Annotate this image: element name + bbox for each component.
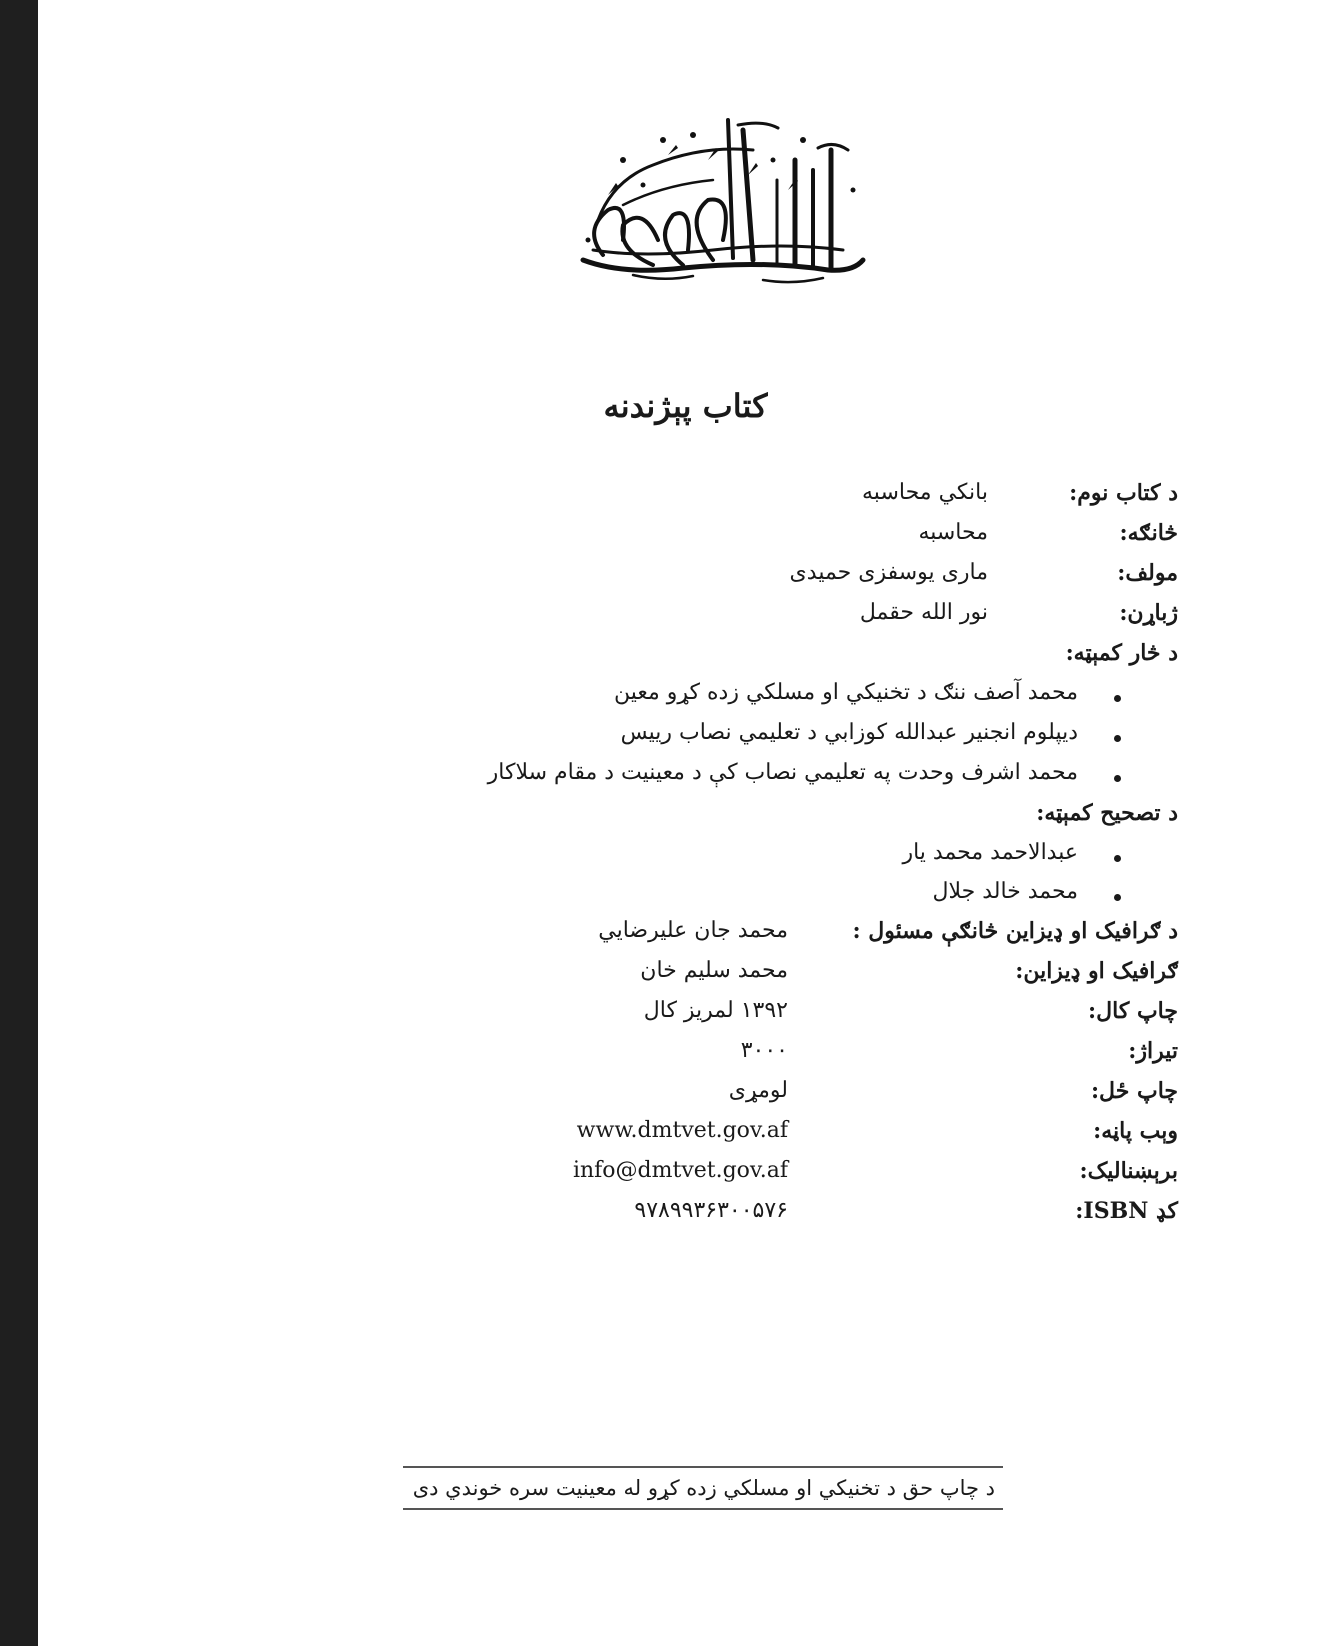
circulation-value: ۳۰۰۰ xyxy=(740,1038,788,1063)
graphics-head-label: د ګرافیک او ډیزاین څانګې مسئول : xyxy=(852,918,1178,944)
author-label: مولف: xyxy=(1117,560,1178,586)
print-year-value: ۱۳۹۲ لمریز کال xyxy=(643,998,788,1023)
website-value: www.dmtvet.gov.af xyxy=(576,1118,788,1143)
department-value: محاسبه xyxy=(918,520,988,545)
graphics-design-value: محمد سلیم خان xyxy=(640,958,788,983)
copyright-text: د چاپ حق د تخنیکي او مسلکي زده کړو له معینیت سره خوندي دی xyxy=(412,1476,995,1500)
bismillah-calligraphy-emblem xyxy=(563,100,883,290)
correction-member: محمد خالد جلال xyxy=(932,879,1078,904)
department-label: څانګه: xyxy=(1119,520,1178,546)
bullet-icon xyxy=(1114,735,1121,742)
bullet-icon xyxy=(1114,855,1121,862)
copyright-box xyxy=(403,1466,1003,1510)
translator-label: ژباړن: xyxy=(1119,600,1178,626)
correction-member: عبدالاحمد محمد یار xyxy=(902,840,1078,865)
email-value: info@dmtvet.gov.af xyxy=(572,1158,788,1183)
website-label: وېب پاڼه: xyxy=(1093,1118,1178,1144)
book-name-label: د کتاب نوم: xyxy=(1069,480,1178,506)
email-label: برېښنالیک: xyxy=(1079,1158,1178,1184)
isbn-label: کډ ISBN: xyxy=(1075,1198,1178,1224)
print-year-label: چاپ کال: xyxy=(1088,998,1178,1024)
bullet-icon xyxy=(1114,894,1121,901)
translator-value: نور الله حقمل xyxy=(859,600,988,625)
supervision-member: دیپلوم انجنیر عبدالله کوزابي د تعلیمي نصاب رییس xyxy=(620,720,1078,745)
bullet-icon xyxy=(1114,695,1121,702)
book-name-value: بانکي محاسبه xyxy=(862,480,988,505)
bullet-icon xyxy=(1114,775,1121,782)
supervision-committee-label: د څار کمېټه: xyxy=(1065,640,1178,666)
page-title: کتاب پېژندنه xyxy=(603,387,768,425)
edition-label: چاپ ځل: xyxy=(1090,1078,1178,1104)
graphics-head-value: محمد جان علیرضایي xyxy=(598,918,788,943)
graphics-design-label: ګرافیک او ډیزاین: xyxy=(1015,958,1178,984)
document-page xyxy=(38,0,1333,1646)
left-dark-border xyxy=(0,0,38,1646)
circulation-label: تیراژ: xyxy=(1128,1038,1178,1064)
edition-value: لومړی xyxy=(728,1078,788,1103)
supervision-member: محمد اشرف وحدت په تعلیمي نصاب کې د معینیت د مقام سلاکار xyxy=(487,760,1078,785)
author-value: ماری یوسفزی حمیدی xyxy=(789,560,988,585)
correction-committee-label: د تصحیح کمېټه: xyxy=(1036,800,1178,826)
isbn-value: ۹۷۸۹۹۳۶۳۰۰۵۷۶ xyxy=(634,1198,788,1223)
supervision-member: محمد آصف ننګ د تخنیکي او مسلکي زده کړو معین xyxy=(614,680,1078,705)
